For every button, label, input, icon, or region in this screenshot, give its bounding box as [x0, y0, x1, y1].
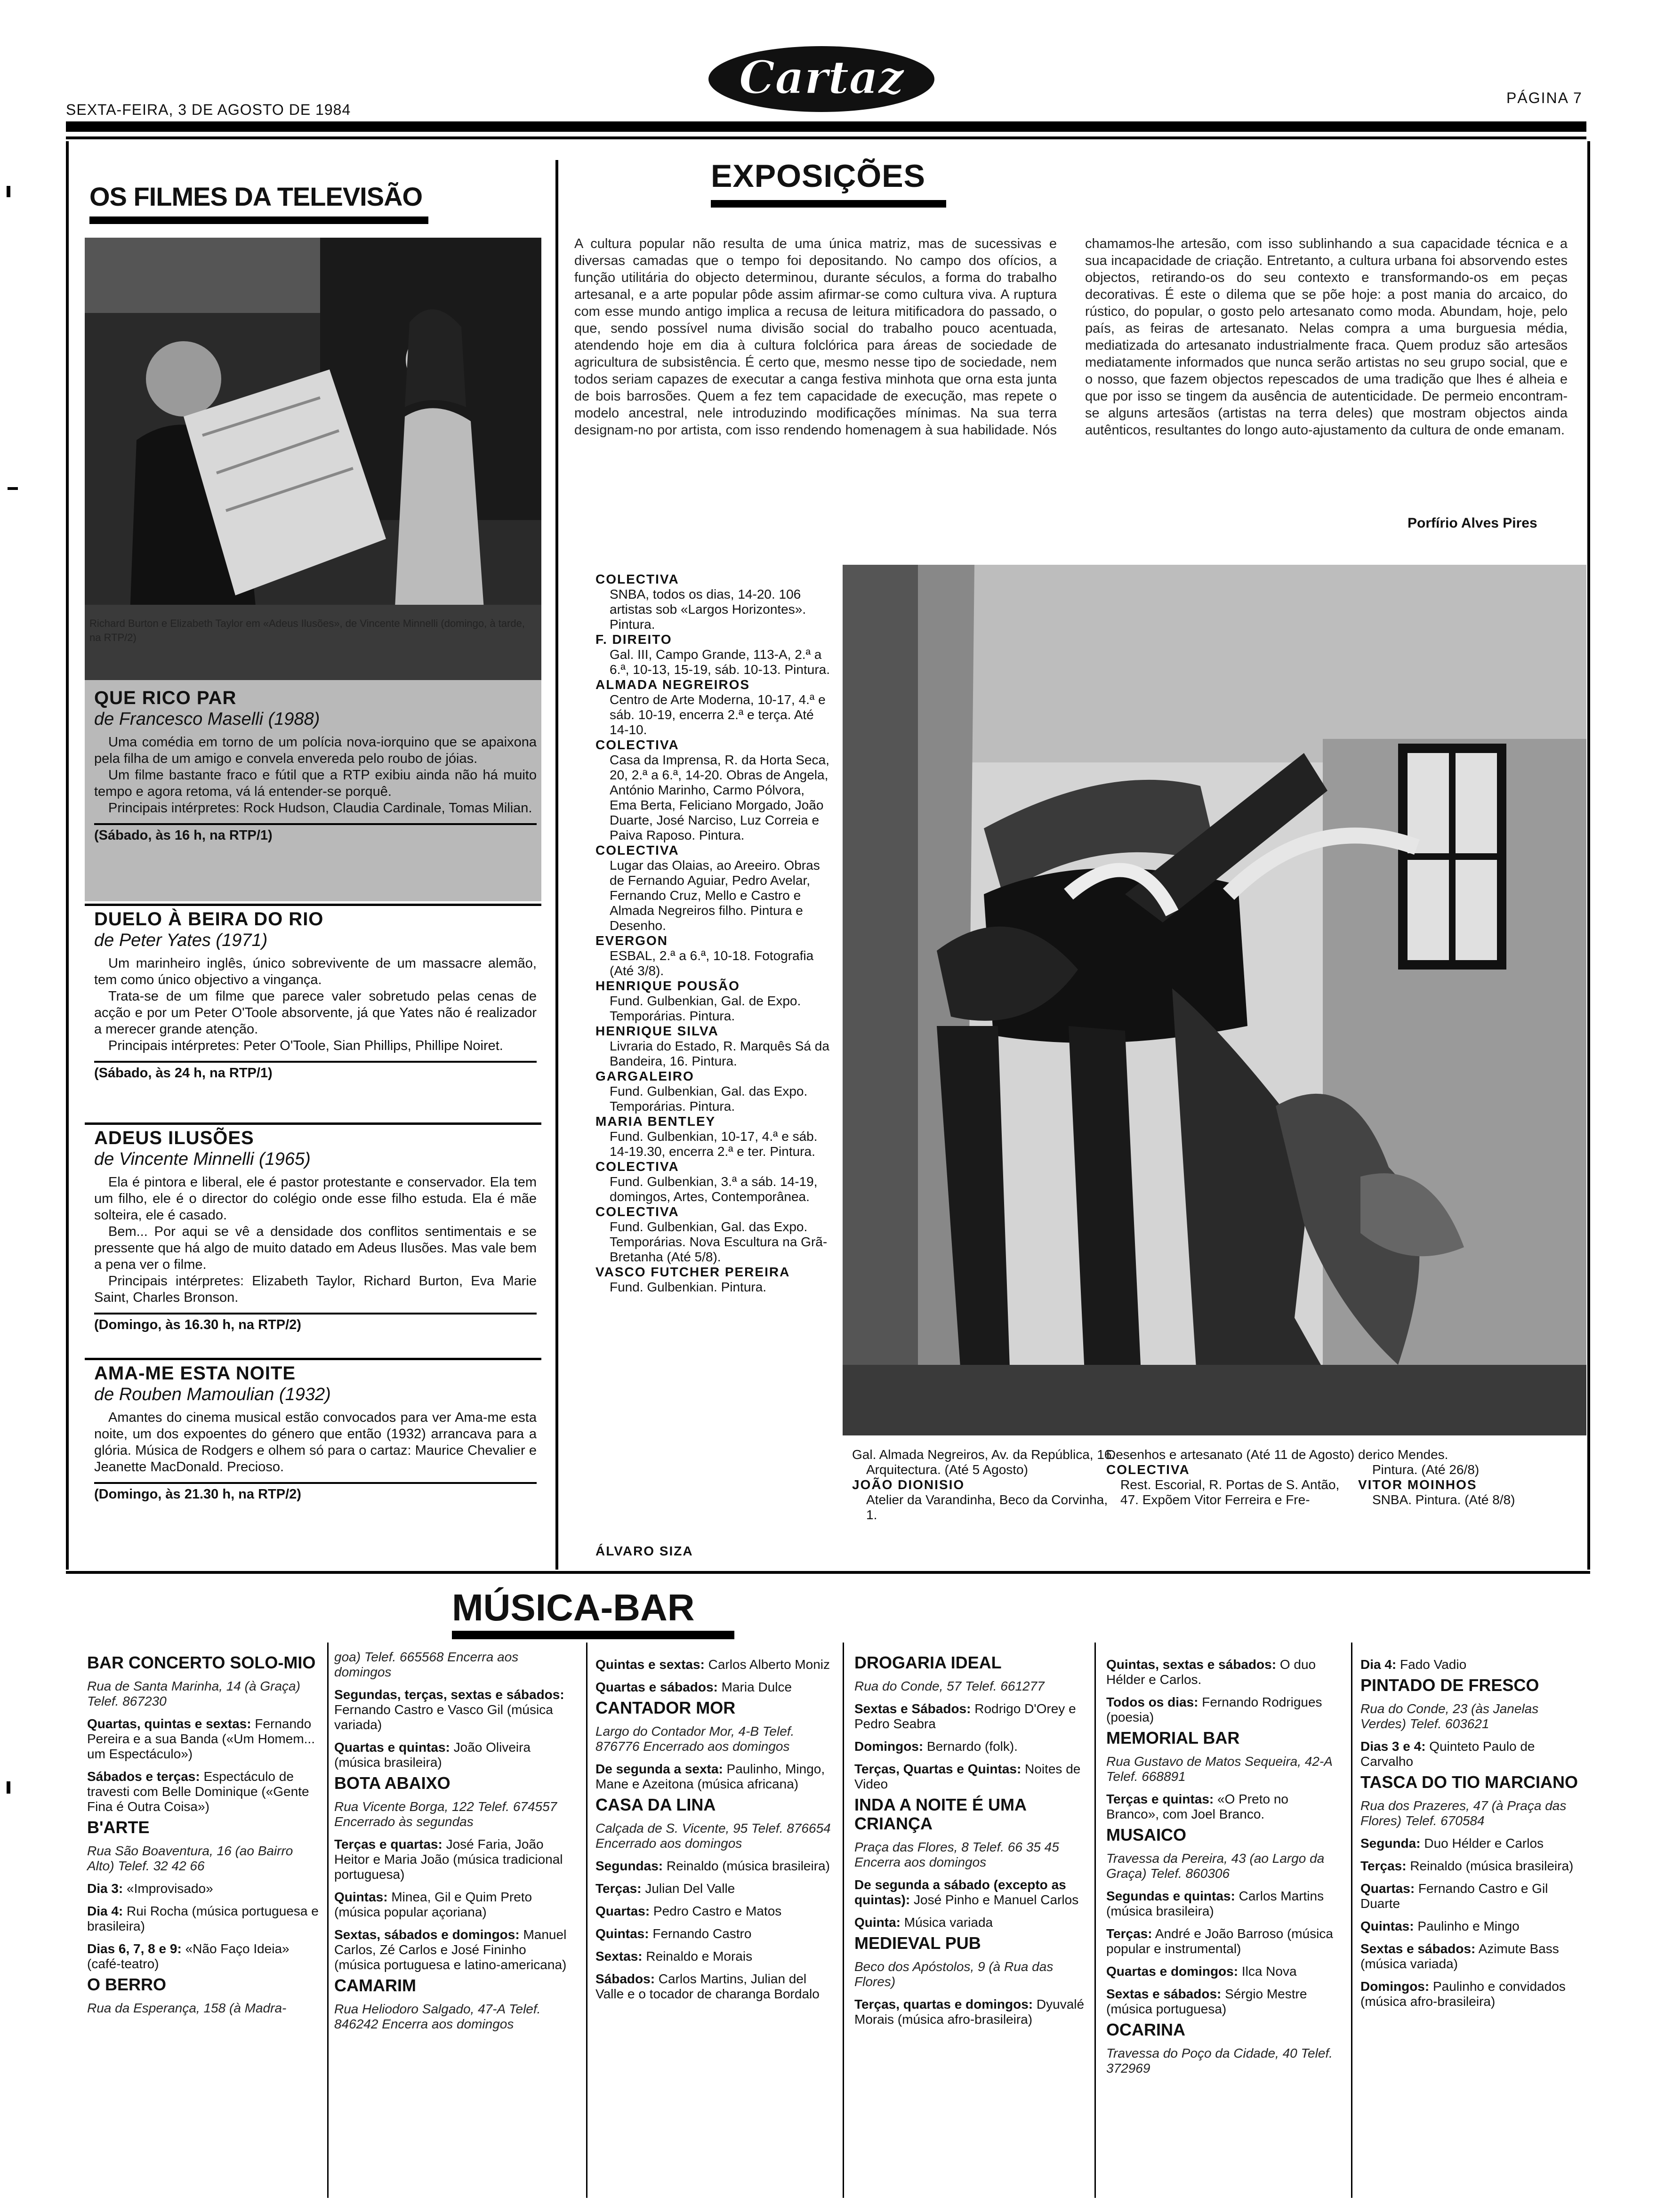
- listing-column: [852, 1447, 1116, 1523]
- title-underline: [711, 200, 946, 208]
- program-entry: [1106, 1792, 1342, 1822]
- masthead: [0, 0, 1657, 122]
- musica-column: [334, 1650, 570, 2032]
- program-entry: [595, 1904, 831, 1919]
- program-entry: [595, 1859, 831, 1874]
- film-separator: [85, 1358, 541, 1360]
- section-rule: [66, 1571, 1590, 1574]
- program-entry: [595, 1972, 831, 2002]
- program-days: De segunda a sexta:: [595, 1762, 723, 1776]
- program-entry: [1106, 1695, 1342, 1725]
- logo-text: Cartaz: [739, 51, 904, 104]
- venue-address: Rua dos Prazeres, 47 (à Praça das Flores) Telef. 670584: [1360, 1798, 1567, 1828]
- venue-address: Rua Vicente Borga, 122 Telef. 674557 Encerrado às segundas: [334, 1799, 557, 1829]
- program-entry: [87, 1941, 322, 1972]
- film-body: [94, 955, 537, 1054]
- venue-address: Travessa do Poço da Cidade, 40 Telef. 372969: [1106, 2046, 1333, 2076]
- listing-item: [595, 843, 833, 933]
- program-days: Sábados e terças:: [87, 1769, 200, 1784]
- program-entry: [595, 1680, 831, 1695]
- program-days: Terças:: [1360, 1859, 1407, 1873]
- film-body: [94, 1410, 537, 1475]
- program-days: Segunda:: [1360, 1836, 1421, 1851]
- listing-item: [595, 1204, 833, 1265]
- expo-title: EXPOSIÇÕES: [711, 158, 925, 194]
- listing-item: [595, 978, 833, 1024]
- film-director: de Rouben Mamoulian (1932): [94, 1385, 331, 1404]
- listing-column: [1106, 1447, 1360, 1507]
- venue-address: Rua Gustavo de Matos Sequeira, 42-A Telef. 668891: [1106, 1754, 1332, 1784]
- film-schedule: (Sábado, às 24 h, na RTP/1): [94, 1061, 537, 1081]
- program-entry: [87, 1716, 322, 1762]
- film-paragraph: Principais intérpretes: Rock Hudson, Claudia Cardinale, Tomas Milian.: [108, 801, 532, 816]
- program-artists: Carlos Martins (música brasileira): [1106, 1889, 1324, 1918]
- venue-address: Rua da Esperança, 158 (à Madra-: [87, 2001, 287, 2015]
- listing-text: Fund. Gulbenkian, 10-17, 4.ª e sáb. 14-19.30, encerra 2.ª e ter. Pintura.: [610, 1129, 818, 1159]
- venue-address: Rua do Conde, 23 (às Janelas Verdes) Telef. 603621: [1360, 1701, 1539, 1731]
- listing-venue: VASCO FUTCHER PEREIRA: [595, 1265, 790, 1279]
- binding-mark: [7, 186, 10, 197]
- program-artists: Pedro Castro e Matos: [650, 1904, 782, 1918]
- program-days: Sextas, sábados e domingos:: [334, 1927, 520, 1942]
- film-paragraph: Um filme bastante fraco e fútil que a RTP exibiu ainda não há muito tempo e agora retoma, vá lá entender-se porquê.: [94, 768, 537, 799]
- program-artists: Reinaldo e Morais: [642, 1949, 753, 1964]
- program-artists: Música variada: [901, 1915, 993, 1930]
- listing-item: [595, 572, 833, 632]
- program-days: Terças:: [595, 1881, 642, 1896]
- program-days: Domingos:: [854, 1739, 924, 1754]
- listing-venue: COLECTIVA: [1106, 1462, 1190, 1477]
- program-artists: Rui Rocha (música portuguesa e brasileira): [87, 1904, 319, 1933]
- program-entry: [854, 1739, 1090, 1754]
- issue-date: SEXTA-FEIRA, 3 DE AGOSTO DE 1984: [66, 101, 351, 118]
- program-entry: [854, 1877, 1090, 1907]
- venue-address: goa) Telef. 665568 Encerra aos domingos: [334, 1650, 519, 1679]
- listing-text: Fund. Gulbenkian, Gal. de Expo. Temporárias. Pintura.: [610, 994, 801, 1023]
- film-separator: [85, 904, 541, 906]
- program-entry: [1360, 1941, 1582, 1972]
- venue-name: OCARINA: [1106, 2020, 1185, 2039]
- film-paragraph: Trata-se de um filme que parece valer sobretudo pelas cenas de acção e por um Peter O'Toole absorvente, já que Yates não é realizador a merecer grande atenção.: [94, 989, 537, 1037]
- listing-venue: COLECTIVA: [595, 1204, 679, 1219]
- column-rule: [327, 1643, 329, 2198]
- program-entry: [1106, 1657, 1342, 1687]
- binding-mark: [7, 1781, 10, 1794]
- column-rule: [586, 1643, 587, 2198]
- program-artists: Noites de Video: [854, 1762, 1081, 1791]
- expo-intro: A cultura popular não resulta de uma única matriz, mas de sucessivas e diversas camadas que o tempo foi depositando. No campo dos ofícios, a função utilitária do objecto determinou, durante séculos, a forma do trabalho artesanal, e a arte popular pôde assim afirmar-se como cultura viva. A ruptura com esse mundo antigo implica a recusa de leitura mitificadora do passado, o que, sendo possível numa divisão social do trabalho pouco acentuada, atendendo hoje em dia à cultura folclórica para áreas de sociedade de agricultura de subsistência. É certo que, mesmo nesse tipo de sociedade, nem todos seriam capazes de executar a canga festiva minhota que orna esta junta de bois barrosões. Quem a fez tem capacidade de execução, mas repete o modelo ancestral, nele introduzindo modificações mínimas. Na sua terra designam-no por artista, com isso rendendo homenagem à sua habilidade. Nós chamamos-lhe artesão, com isso sublinhando a sua capacidade técnica e a sua incapacidade de criação. Entretanto, a cultura urbana foi absorvendo estes objectos, retirando-os do seu contexto e transformando-os em peças decorativas. É este o dilema que se põe hoje: a post mania do arcaico, do rústico, do popular, o gosto pelo artesanato como moda. Abundam, hoje, pelo país, as feiras de artesanato. Nelas compra a uma burguesia média, mediatizada do artesanato industrialmente fraca. Quem produz são artesãos mediatamente informados que nunca serão artistas no seu grupo social, que e o nosso, que fazem objectos repescados de uma tradição que lhes é alheia e que por isso se tingem da ausência de autenticidade. De permeio encontram-se alguns artesãos (artistas na terra deles) que mostram objectos ainda autênticos, resultantes do longo auto-ajustamento da cultura de onde emanam.: [574, 236, 1568, 438]
- program-days: Segundas:: [595, 1859, 663, 1873]
- column-rule: [843, 1643, 844, 2198]
- venue-address: Largo do Contador Mor, 4-B Telef. 876776 Encerrado aos domingos: [595, 1724, 795, 1754]
- listing-text: Fund. Gulbenkian, 3.ª a sáb. 14-19, domingos, Artes, Contemporânea.: [610, 1174, 818, 1204]
- venue-address: Rua de Santa Marinha, 14 (à Graça) Telef. 867230: [87, 1679, 300, 1708]
- venue-address: Rua do Conde, 57 Telef. 661277: [854, 1679, 1045, 1693]
- film-entry: [94, 1127, 537, 1333]
- listing-item: [595, 1159, 833, 1204]
- title-underline: [452, 1631, 734, 1639]
- program-artists: João Oliveira (música brasileira): [334, 1740, 531, 1770]
- film-entry: [94, 1362, 537, 1502]
- musica-column: [1106, 1650, 1342, 2076]
- program-days: Dia 4:: [1360, 1657, 1397, 1672]
- program-artists: Fernando Rodrigues (poesia): [1106, 1695, 1322, 1724]
- page-number: PÁGINA 7: [1506, 89, 1583, 106]
- program-days: Quartas e quintas:: [334, 1740, 450, 1755]
- venue-name: BAR CONCERTO SOLO-MIO: [87, 1653, 316, 1672]
- binding-mark: [8, 487, 18, 490]
- film-body: [94, 734, 537, 817]
- listing-venue: EVERGON: [595, 933, 668, 948]
- program-days: Terças:: [1106, 1926, 1152, 1941]
- program-artists: Julian Del Valle: [641, 1881, 735, 1896]
- listing-venue: F. DIREITO: [595, 632, 672, 647]
- listing-text: Fund. Gulbenkian, Gal. das Expo. Temporárias. Pintura.: [610, 1084, 808, 1114]
- program-artists: Reinaldo (música brasileira): [663, 1859, 830, 1873]
- venue-name: PINTADO DE FRESCO: [1360, 1675, 1539, 1695]
- listing-text: Rest. Escorial, R. Portas de S. Antão, 47. Expõem Vitor Ferreira e Fre-: [1120, 1477, 1340, 1507]
- listing-venue: VITOR MOINHOS: [1358, 1477, 1477, 1492]
- program-artists: Fernando Castro e Gil Duarte: [1360, 1881, 1548, 1911]
- venue-name: O BERRO: [87, 1975, 167, 1994]
- program-days: Sextas e sábados:: [1106, 1987, 1222, 2001]
- oxen-photo: [843, 565, 1586, 1435]
- listing-venue: HENRIQUE POUSÃO: [595, 978, 740, 993]
- cartaz-logo: [706, 28, 937, 122]
- film-paragraph: Um marinheiro inglês, único sobrevivente de um massacre alemão, tem como único objectivo a vingança.: [94, 956, 537, 987]
- venue-name: CANTADOR MOR: [595, 1698, 736, 1717]
- expo-bottom-listings: [595, 1447, 1584, 1565]
- program-artists: Quinteto Paulo de Carvalho: [1360, 1739, 1535, 1769]
- program-artists: Rodrigo D'Orey e Pedro Seabra: [854, 1701, 1076, 1731]
- listing-text: ESBAL, 2.ª a 6.ª, 10-18. Fotografia (Até 3/8).: [610, 948, 814, 978]
- program-entry: [334, 1837, 570, 1882]
- program-entry: [87, 1769, 322, 1814]
- program-artists: Fado Vadio: [1396, 1657, 1467, 1672]
- program-entry: [1106, 1926, 1342, 1956]
- program-days: Quartas e domingos:: [1106, 1964, 1239, 1979]
- listing-text: derico Mendes.: [1358, 1447, 1448, 1462]
- film-director: de Francesco Maselli (1988): [94, 709, 320, 729]
- listing-text: Atelier da Varandinha, Beco da Corvinha, 1.: [866, 1492, 1108, 1522]
- venue-name: MEDIEVAL PUB: [854, 1933, 981, 1953]
- column-rule: [66, 141, 69, 1570]
- program-entry: [1106, 1964, 1342, 1979]
- program-artists: Sérgio Mestre (música portuguesa): [1106, 1987, 1307, 2016]
- program-days: De segunda a sábado (excepto as quintas):: [854, 1877, 1066, 1907]
- program-days: Segundas, terças, sextas e sábados:: [334, 1687, 564, 1702]
- program-entry: [854, 1997, 1090, 2027]
- venue-name: B'ARTE: [87, 1818, 150, 1837]
- venue-address: Rua Heliodoro Salgado, 47-A Telef. 846242 Encerra aos domingos: [334, 2002, 541, 2031]
- program-entry: [87, 1881, 322, 1896]
- musica-column: [87, 1650, 322, 2016]
- listing-text: Centro de Arte Moderna, 10-17, 4.ª e sáb. 10-19, encerra 2.ª e terça. Até 14-10.: [610, 692, 826, 737]
- program-artists: Maria Dulce: [717, 1680, 792, 1694]
- program-entry: [595, 1926, 831, 1941]
- program-entry: [854, 1701, 1090, 1731]
- musica-column: [595, 1650, 831, 2002]
- program-days: Quartas:: [595, 1904, 650, 1918]
- program-entry: [595, 1657, 831, 1672]
- film-title: AMA-ME ESTA NOITE: [94, 1363, 296, 1384]
- program-entry: [1360, 1919, 1582, 1934]
- listing-item: [595, 677, 833, 737]
- listing-text: Casa da Imprensa, R. da Horta Seca, 20, 2.ª a 6.ª, 14-20. Obras de Angela, António Marinho, Carmo Pólvora, Ema Berta, Feliciano Morgado, João Duarte, José Narciso, Luz Correia e Paiva Raposo. Pintura.: [610, 753, 829, 842]
- listing-venue: ALMADA NEGREIROS: [595, 677, 750, 692]
- film-paragraph: Ela é pintora e liberal, ele é pastor protestante e conservador. Ela tem um filho, ele é o director do colégio onde esse filho estuda. Ela é mãe solteira, ele é casado.: [94, 1175, 537, 1223]
- program-entry: [1360, 1836, 1582, 1851]
- program-days: Quartas:: [1360, 1881, 1415, 1896]
- program-artists: Fernando Castro: [649, 1926, 752, 1941]
- program-artists: «Não Faço Ideia» (café-teatro): [87, 1941, 290, 1971]
- film-title: QUE RICO PAR: [94, 688, 237, 708]
- listing-text: Gal. Almada Negreiros, Av. da República, 16.: [852, 1447, 1116, 1462]
- musica-bar-title: MÚSICA-BAR: [452, 1587, 695, 1628]
- program-days: Quintas:: [595, 1926, 649, 1941]
- program-days: Sextas:: [595, 1949, 643, 1964]
- program-artists: Paulinho e convidados (música afro-brasileira): [1360, 1979, 1566, 2009]
- venue-address: Travessa da Pereira, 43 (ao Largo da Graça) Telef. 860306: [1106, 1851, 1325, 1881]
- expo-author: Porfírio Alves Pires: [1408, 515, 1537, 531]
- program-entry: [1360, 1979, 1582, 2009]
- program-days: Dia 3:: [87, 1881, 123, 1896]
- listing-item: [595, 1114, 833, 1159]
- program-entry: [595, 1881, 831, 1896]
- venue-name: MEMORIAL BAR: [1106, 1728, 1240, 1747]
- film-title: DUELO À BEIRA DO RIO: [94, 909, 324, 930]
- listing-item: [595, 1069, 833, 1114]
- listing-item: [595, 737, 833, 843]
- listing-venue: HENRIQUE SILVA: [595, 1024, 719, 1038]
- program-artists: Reinaldo (música brasileira): [1406, 1859, 1574, 1873]
- program-artists: Carlos Alberto Moniz: [704, 1657, 830, 1672]
- venue-name: DROGARIA IDEAL: [854, 1653, 1002, 1672]
- venue-name: BOTA ABAIXO: [334, 1773, 450, 1793]
- film-paragraph: Uma comédia em torno de um polícia nova-iorquino que se apaixona pela filha de um amigo e convela envereda pelo roubo de jóias.: [94, 735, 537, 766]
- program-entry: [334, 1687, 570, 1732]
- program-artists: André e João Barroso (música popular e instrumental): [1106, 1926, 1333, 1956]
- film-paragraph: Bem... Por aqui se vê a densidade dos conflitos sentimentais e se pressente que há algo de muito datado em Adeus Ilusões. Mas vale bem a pena ver o filme.: [94, 1224, 537, 1272]
- program-artists: Paulinho e Mingo: [1414, 1919, 1520, 1933]
- listing-venue: COLECTIVA: [595, 572, 679, 586]
- listing-column: [1358, 1447, 1575, 1507]
- program-days: Sábados:: [595, 1972, 655, 1986]
- listing-text: SNBA. Pintura. (Até 8/8): [1372, 1492, 1515, 1507]
- column-rule: [555, 160, 558, 1570]
- venue-address: Beco dos Apóstolos, 9 (à Rua das Flores): [854, 1959, 1054, 1989]
- program-entry: [1106, 1987, 1342, 2017]
- program-days: Dias 3 e 4:: [1360, 1739, 1426, 1754]
- expo-listings: [595, 572, 833, 1295]
- listing-item: [595, 632, 833, 677]
- film-body: [94, 1174, 537, 1306]
- film-schedule: (Domingo, às 16.30 h, na RTP/2): [94, 1313, 537, 1333]
- film-director: de Peter Yates (1971): [94, 930, 268, 950]
- tv-section: [75, 162, 551, 1551]
- film-entry: [94, 908, 537, 1081]
- program-days: Dia 4:: [87, 1904, 123, 1918]
- listing-text: Arquitectura. (Até 5 Agosto): [866, 1462, 1028, 1477]
- venue-address: Calçada de S. Vicente, 95 Telef. 876654 Encerrado aos domingos: [595, 1821, 831, 1851]
- program-artists: Azimute Bass (música variada): [1360, 1941, 1559, 1971]
- program-days: Sextas e Sábados:: [854, 1701, 971, 1716]
- listing-venue: COLECTIVA: [595, 737, 679, 752]
- venue-name: INDA A NOITE É UMA CRIANÇA: [854, 1795, 1026, 1833]
- program-artists: Espectáculo de travesti com Belle Dominique («Gente Fina é Outra Coisa»): [87, 1769, 309, 1814]
- film-paragraph: Principais intérpretes: Elizabeth Taylor, Richard Burton, Eva Marie Saint, Charles Bronson.: [94, 1274, 537, 1305]
- program-entry: [334, 1927, 570, 1972]
- listing-item: [595, 1024, 833, 1069]
- program-days: Quinta:: [854, 1915, 901, 1930]
- title-underline: [89, 216, 428, 224]
- program-artists: Paulinho, Mingo, Mane e Azeitona (música africana): [595, 1762, 825, 1791]
- listing-venue: ÁLVARO SIZA: [595, 1544, 693, 1558]
- listing-text: SNBA, todos os dias, 14-20. 106 artistas sob «Largos Horizontes». Pintura.: [610, 587, 806, 632]
- program-artists: «Improvisado»: [123, 1881, 213, 1896]
- film-schedule: (Domingo, às 21.30 h, na RTP/2): [94, 1482, 537, 1502]
- program-days: Terças, quartas e domingos:: [854, 1997, 1033, 2012]
- listing-venue: JOÃO DIONISIO: [852, 1477, 965, 1492]
- program-days: Terças e quintas:: [1106, 1792, 1214, 1806]
- program-artists: Duo Hélder e Carlos: [1420, 1836, 1544, 1851]
- program-artists: José Faria, João Heitor e Maria João (música tradicional portuguesa): [334, 1837, 563, 1882]
- listing-text: Fund. Gulbenkian, Gal. das Expo. Temporárias. Nova Escultura na Grã-Bretanha (Até 5/8).: [610, 1219, 828, 1264]
- program-entry: [1360, 1739, 1582, 1769]
- venue-name: MUSAICO: [1106, 1825, 1186, 1844]
- program-days: Terças, Quartas e Quintas:: [854, 1762, 1022, 1776]
- program-days: Quartas e sábados:: [595, 1680, 718, 1694]
- column-rule: [1351, 1643, 1352, 2198]
- listing-venue: COLECTIVA: [595, 843, 679, 858]
- listing-venue: COLECTIVA: [595, 1159, 679, 1174]
- program-artists: Ilca Nova: [1238, 1964, 1297, 1979]
- film-paragraph: Principais intérpretes: Peter O'Toole, Sian Phillips, Phillipe Noiret.: [108, 1038, 503, 1053]
- musica-column: [1360, 1650, 1582, 2009]
- listing-text: Livraria do Estado, R. Marquês Sá da Bandeira, 16. Pintura.: [610, 1039, 829, 1068]
- listing-item: [595, 1265, 833, 1295]
- program-artists: Fernando Castro e Vasco Gil (música variada): [334, 1702, 553, 1732]
- program-days: Dias 6, 7, 8 e 9:: [87, 1941, 182, 1956]
- venue-name: TASCA DO TIO MARCIANO: [1360, 1772, 1578, 1792]
- program-entry: [1106, 1889, 1342, 1919]
- column-rule: [1094, 1643, 1096, 2198]
- program-days: Quintas e sextas:: [595, 1657, 705, 1672]
- program-days: Quartas, quintas e sextas:: [87, 1716, 251, 1731]
- program-artists: O duo Hélder e Carlos.: [1106, 1657, 1316, 1687]
- program-entry: [595, 1949, 831, 1964]
- photo-caption: Richard Burton e Elizabeth Taylor em «Adeus Ilusões», de Vincente Minnelli (domingo, à tarde, na RTP/2): [89, 617, 525, 643]
- program-entry: [87, 1904, 322, 1934]
- program-artists: Minea, Gil e Quim Preto (música popular açoriana): [334, 1890, 532, 1919]
- tv-title: OS FILMES DA TELEVISÃO: [89, 182, 423, 211]
- film-title: ADEUS ILUSÕES: [94, 1128, 254, 1148]
- program-days: Todos os dias:: [1106, 1695, 1199, 1709]
- listing-text: Lugar das Olaias, ao Areeiro. Obras de Fernando Aguiar, Pedro Avelar, Fernando Cruz, Mello e Castro e Almada Negreiros filho. Pintura e Desenho.: [610, 858, 820, 933]
- program-entry: [1360, 1657, 1582, 1672]
- listing-venue: GARGALEIRO: [595, 1069, 694, 1083]
- program-days: Quintas:: [1360, 1919, 1414, 1933]
- program-artists: Carlos Martins, Julian del Valle e o tocador de charanga Bordalo: [595, 1972, 820, 2001]
- program-entry: [1360, 1881, 1582, 1911]
- film-entry: [94, 687, 537, 843]
- column-rule: [1587, 141, 1590, 1570]
- program-days: Terças e quartas:: [334, 1837, 442, 1851]
- program-artists: Bernardo (folk).: [923, 1739, 1018, 1754]
- film-director: de Vincente Minnelli (1965): [94, 1149, 311, 1169]
- program-entry: [854, 1915, 1090, 1930]
- listing-text: Fund. Gulbenkian. Pintura.: [610, 1280, 767, 1294]
- program-artists: Fernando Pereira e a sua Banda («Um Homem... um Espectáculo»): [87, 1716, 315, 1761]
- program-artists: «O Preto no Branco», com Joel Branco.: [1106, 1792, 1288, 1821]
- program-entry: [334, 1890, 570, 1920]
- listing-text: Pintura. (Até 26/8): [1372, 1462, 1480, 1477]
- film-paragraph: Amantes do cinema musical estão convocados para ver Ama-me esta noite, um dos expoentes do género que então (1932) arrancava para a glória. Música de Rodgers e olhem só para o cartaz: Maurice Chevalier e Jeanette MacDonald. Precioso.: [94, 1410, 537, 1475]
- program-entry: [854, 1762, 1090, 1792]
- venue-address: Rua São Boaventura, 16 (ao Bairro Alto) Telef. 32 42 66: [87, 1843, 293, 1873]
- masthead-rule-thin: [66, 136, 1586, 139]
- film-schedule: (Sábado, às 16 h, na RTP/1): [94, 823, 537, 843]
- program-days: Quintas, sextas e sábados:: [1106, 1657, 1277, 1672]
- listing-text: Desenhos e artesanato (Até 11 de Agosto): [1106, 1447, 1355, 1462]
- program-days: Quintas:: [334, 1890, 388, 1904]
- venue-name: CASA DA LINA: [595, 1795, 716, 1814]
- program-entry: [1360, 1859, 1582, 1874]
- listing-item: [595, 933, 833, 978]
- program-days: Segundas e quintas:: [1106, 1889, 1235, 1903]
- venue-address: Praça das Flores, 8 Telef. 66 35 45 Encerra aos domingos: [854, 1840, 1059, 1869]
- program-artists: Manuel Carlos, Zé Carlos e José Fininho (música portuguesa e latino-americana): [334, 1927, 567, 1972]
- listing-text: Gal. III, Campo Grande, 113-A, 2.ª a 6.ª, 10-13, 15-19, sáb. 10-13. Pintura.: [610, 647, 830, 677]
- program-artists: Dyuvalé Morais (música afro-brasileira): [854, 1997, 1085, 2027]
- program-days: Domingos:: [1360, 1979, 1430, 1994]
- program-entry: [334, 1740, 570, 1770]
- film-separator: [85, 1122, 541, 1125]
- masthead-rule: [66, 121, 1586, 132]
- program-artists: José Pinho e Manuel Carlos: [910, 1892, 1079, 1907]
- program-days: Sextas e sábados:: [1360, 1941, 1476, 1956]
- musica-column: [854, 1650, 1090, 2027]
- listing-venue: MARIA BENTLEY: [595, 1114, 716, 1129]
- program-entry: [595, 1762, 831, 1792]
- venue-name: CAMARIM: [334, 1976, 416, 1995]
